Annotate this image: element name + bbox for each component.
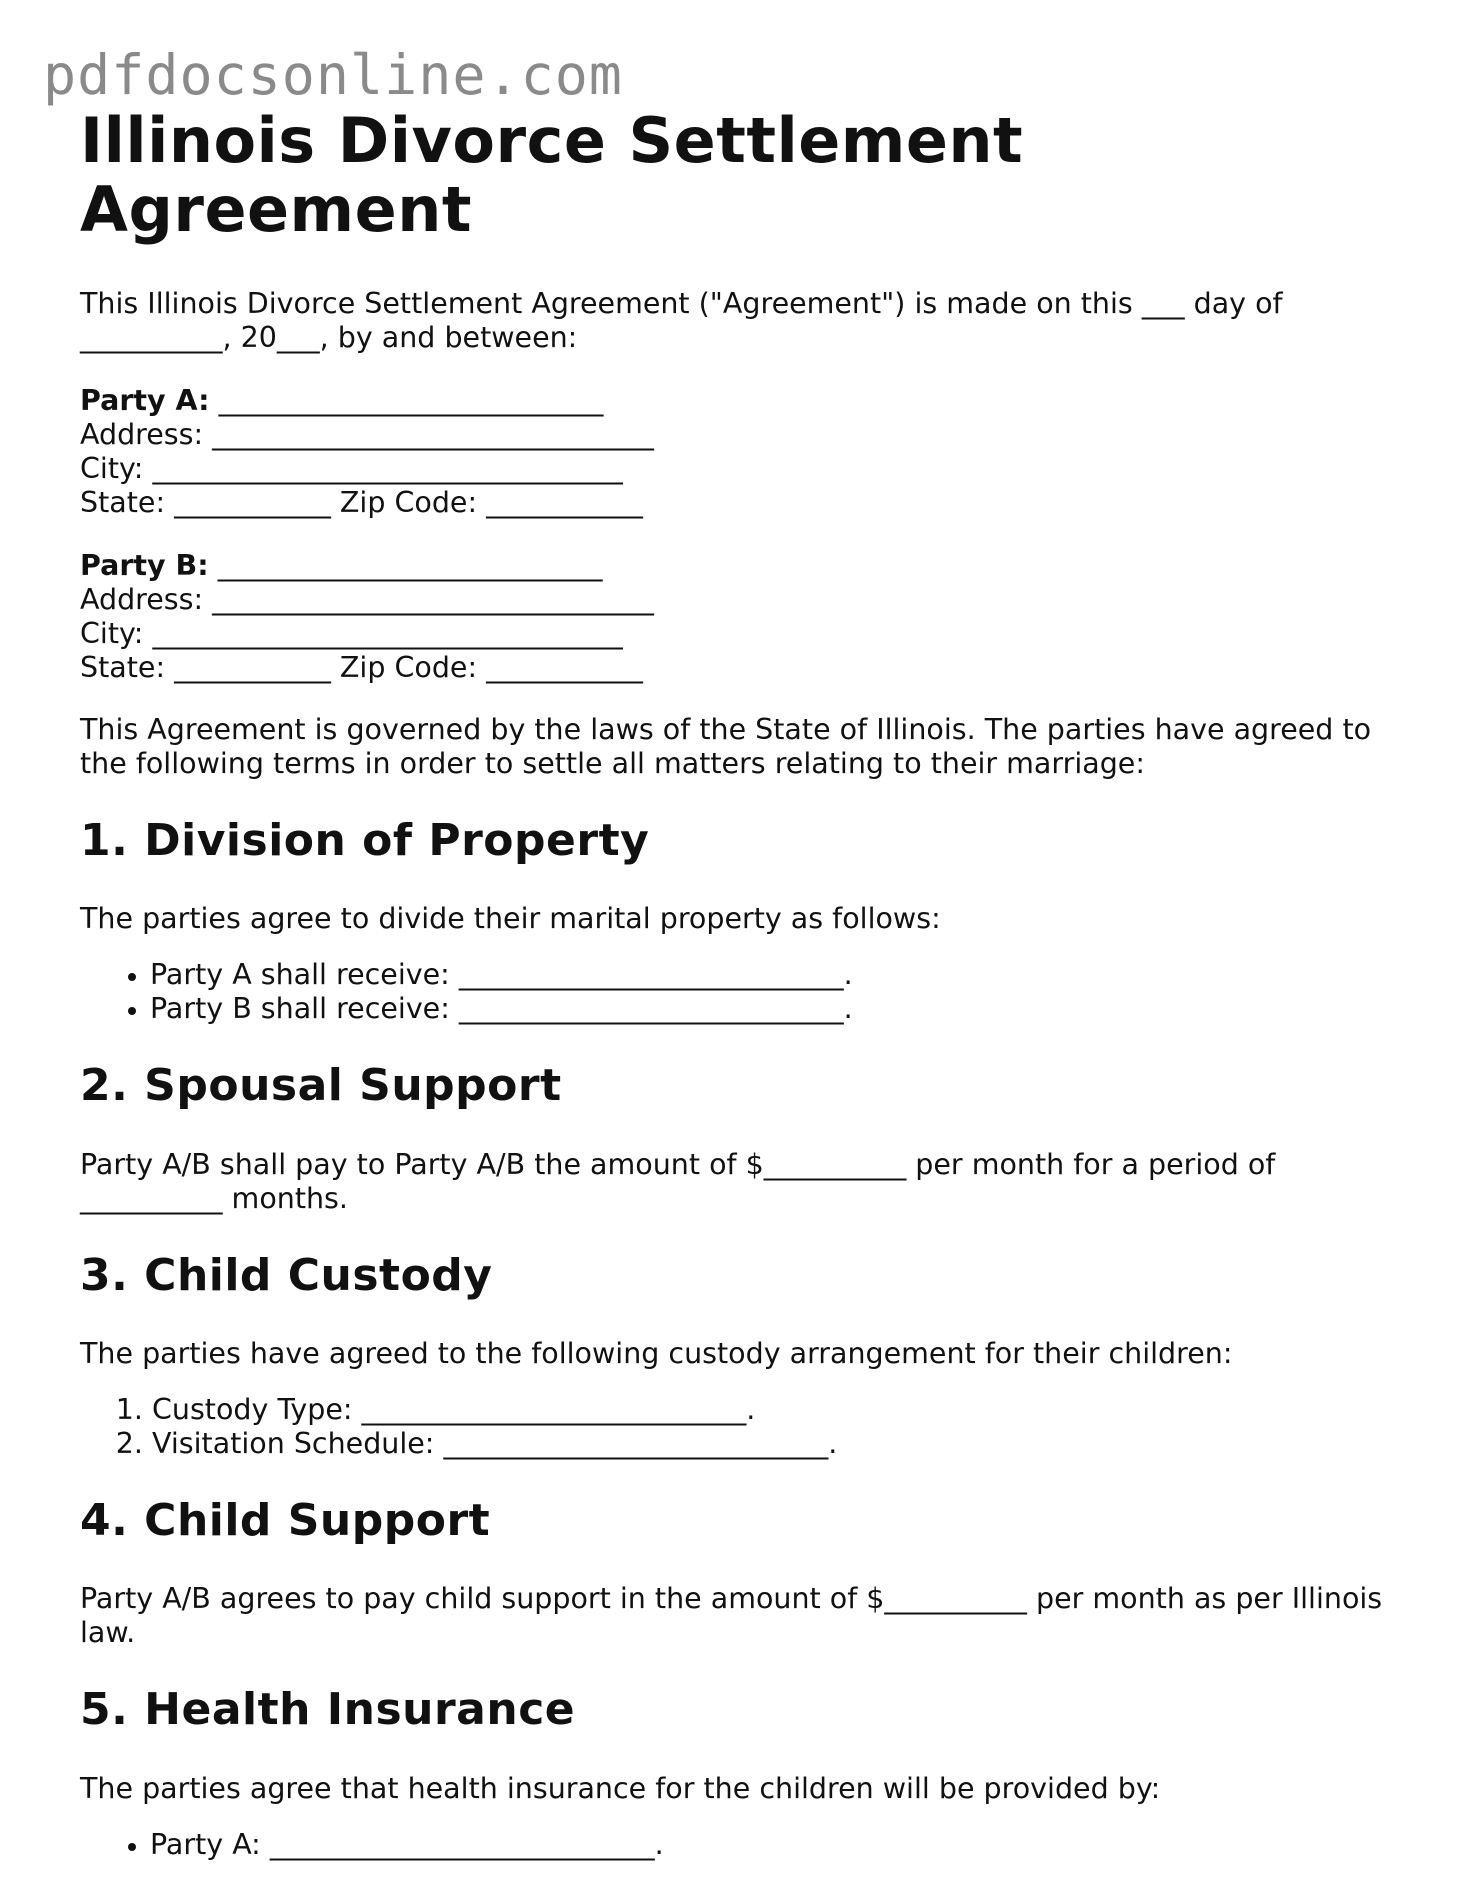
party-a-city: City: _________________________________ <box>80 451 623 485</box>
intro-paragraph: This Illinois Divorce Settlement Agreement ("Agreement") is made on this ___ day of __________, 20___, by and between: <box>80 286 1283 354</box>
party-a-name-line: ___________________________ <box>218 383 604 417</box>
list-item: 2. Visitation Schedule: ___________________________. <box>152 1427 1400 1461</box>
document-page <box>80 106 1400 1862</box>
section-child-custody <box>80 1249 1400 1461</box>
list-item: • Party B shall receive: ___________________________. <box>150 992 1400 1026</box>
section-child-support <box>80 1497 1400 1650</box>
section-text: The parties have agreed to the following custody arrangement for their children: <box>80 1337 1233 1371</box>
party-a-block <box>80 384 1400 520</box>
party-b-city: City: _________________________________ <box>80 616 623 650</box>
section-heading: 2. Spousal Support <box>80 1060 562 1112</box>
governing-law-paragraph: This Agreement is governed by the laws of the State of Illinois. The parties have agreed to the following terms in order to settle all matters relating to their marriage: <box>80 712 1372 780</box>
section-heading: 5. Health Insurance <box>80 1684 576 1736</box>
section-division-of-property <box>80 814 1400 1026</box>
list-item: • Party A: ___________________________. <box>150 1828 1400 1862</box>
section-heading: 1. Division of Property <box>80 814 650 866</box>
list-item: • Party A shall receive: ___________________________. <box>150 958 1400 992</box>
insurance-list <box>80 1828 1400 1862</box>
property-list <box>80 958 1400 1026</box>
party-a-state-zip: State: ___________ Zip Code: ___________ <box>80 485 643 519</box>
custody-list <box>80 1393 1400 1461</box>
section-text: Party A/B agrees to pay child support in the amount of $__________ per month as per Illinois law. <box>80 1582 1383 1650</box>
section-text: The parties agree that health insurance for the children will be provided by: <box>80 1771 1161 1805</box>
watermark: pdfdocsonline.com <box>43 43 623 107</box>
section-text: Party A/B shall pay to Party A/B the amount of $__________ per month for a period of __________ months. <box>80 1147 1276 1215</box>
party-b-name-line: ___________________________ <box>217 548 603 582</box>
section-text: The parties agree to divide their marital property as follows: <box>80 902 941 936</box>
party-b-state-zip: State: ___________ Zip Code: ___________ <box>80 650 643 684</box>
party-b-label: Party B: <box>80 548 209 582</box>
party-b-block <box>80 549 1400 685</box>
section-heading: 4. Child Support <box>80 1495 491 1547</box>
party-a-address: Address: _______________________________ <box>80 417 654 451</box>
document-title: Illinois Divorce Settlement Agreement <box>80 104 1024 247</box>
section-spousal-support <box>80 1062 1400 1215</box>
party-a-label: Party A: <box>80 383 210 417</box>
party-b-address: Address: _______________________________ <box>80 582 654 616</box>
section-heading: 3. Child Custody <box>80 1249 493 1301</box>
section-health-insurance <box>80 1686 1400 1861</box>
list-item: 1. Custody Type: ___________________________. <box>152 1393 1400 1427</box>
